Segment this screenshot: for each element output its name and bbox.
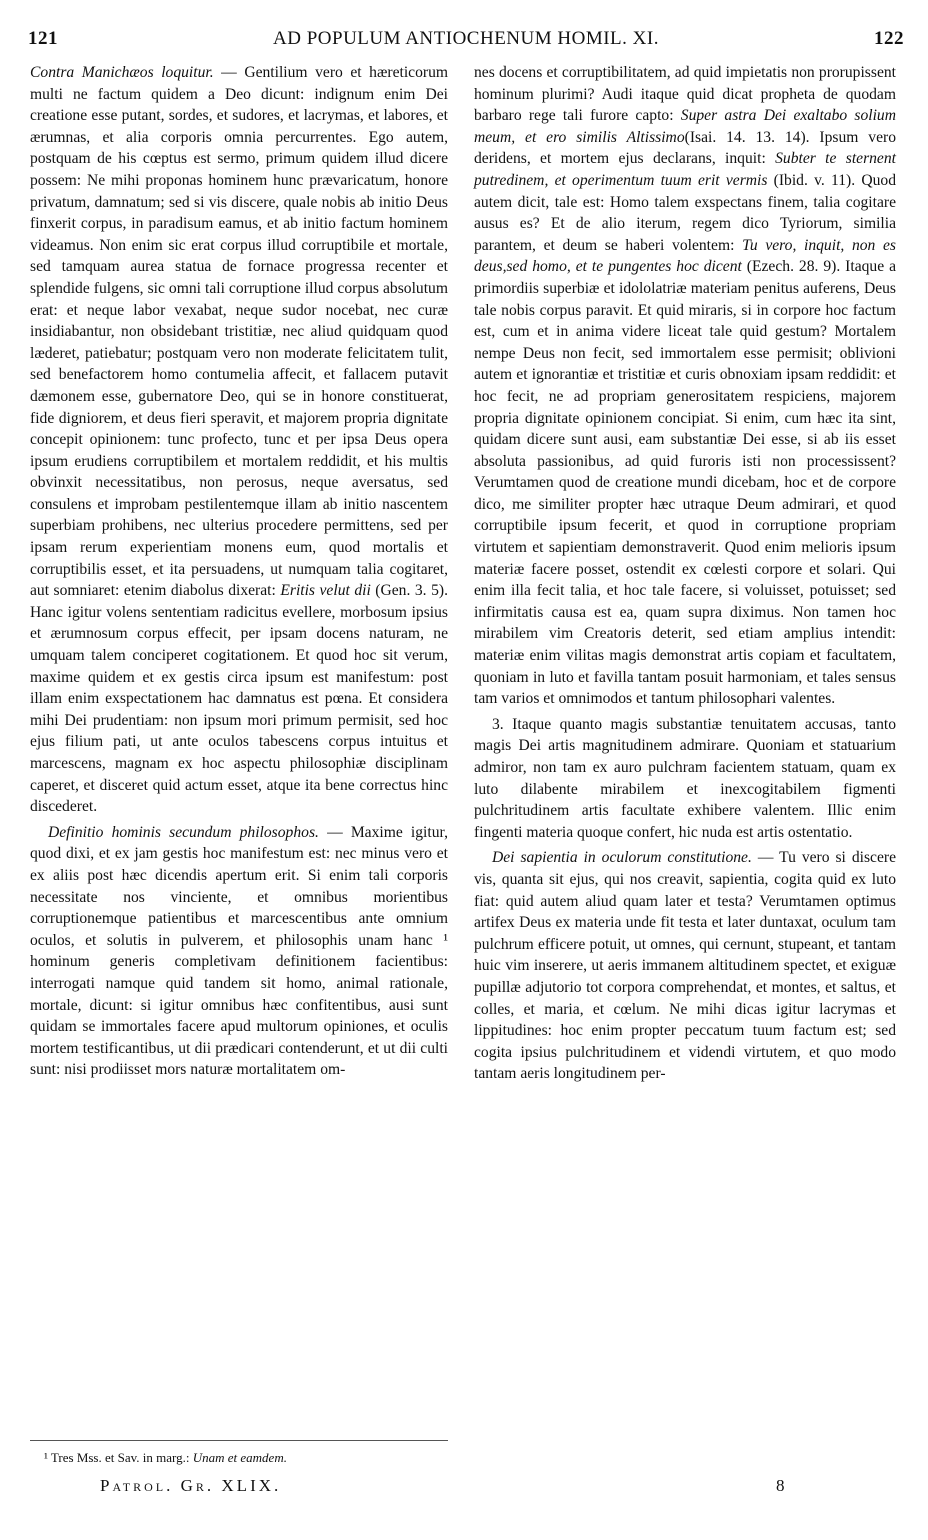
left-column	[30, 62, 448, 1085]
page-header	[28, 28, 904, 54]
paragraph-section-3: 3. Itaque quanto magis substantiæ tenuitatem accusas, tanto magis Dei artis magnitudinem admirare. Quoniam et statuarium admiror, non tam ex auro pulchram facientem statuam, quam ex luto dilabente mirabilem et inexcogitabilem figmenti pulchritudinem artis facultate exhibere valentem. Illic enim fingenti materia quoque confert, hic nuda est artis ostentatio.	[474, 715, 896, 841]
running-title: AD POPULUM ANTIOCHENUM HOMIL. XI.	[273, 28, 659, 49]
scripture-quote: Subter te sternent putredinem, et operimentum tuum erit vermis	[474, 150, 896, 189]
footnote-variant: Unam et eamdem.	[192, 1450, 287, 1465]
paragraph-definitio	[30, 822, 448, 1081]
footnote-mark: ¹	[44, 1450, 48, 1465]
signature-number: 8	[776, 1476, 785, 1495]
paragraph-oculorum	[474, 847, 896, 1085]
paragraph-text: — Gentilium vero et hæreticorum multi ne factum quidem a Deo dicunt: indignum enim Dei creatione esse putant, sordes, et sudores, et lacrymas, et labores, et ærumnas, et alia corporis omnia percurrentes. Ego autem, postquam de his cœptus est sermo, primum quidem illud dicere possem: Ne mihi proponas hominem hunc prævaricatum, honore privatum, damnatum; sed si vis discere, quale nobis ab initio Deus finxerit corpus, in paradisum eamus, et ab initio factum hominem videamus. Non enim sic erat corpus illud corruptibile et mortale, sed tamquam aurea statua de fornace progressa recenter et splendide fulgens, sic omni tali corruptione illud corpus absolutum erat: et neque labor vexabat, neque sudor nocebat, nec curæ insidiabantur, non obsidebant tristitiæ, nec aliud quidquam quod læderet, patiebatur; postquam vero non moderate felicitatem tulit, sed benefactorem homo contumelia affecit, et fallacem putavit dæmonem esse, gubernatore Deo, qui se in honore constituerat, fide digniorem, et deus fieri speravit, et majorem propria dignitate concepit opinionem: tunc profecto, tunc et per ipsa Deus opera ipsum erudiens corruptibilem et mortalem reddidit, et his multis obvinxit necessitatibus, non perosus, neque aversatus, sed consulens et improbam pestilentemque illam ab initio nascentem superbiam prohibens, nec ulterius procedere permittens, sed per ipsam rerum experientiam monens eum, quod mortalis et corruptibilis esset, et ita persuadens, ut numquam talia cogitaret, aut somniaret: etenim diabolus dixerat:	[30, 64, 448, 600]
paragraph-text: . Itaque a primordiis superbiæ et idololatriæ materiam penitus auferens, Deus tale nobis corpus paravit. Et quid miraris, si in corpore hoc factum est, cum et in anima videre liceat tale quid gestum? Mortalem nempe Deus non fecit, sed immortalem esse permisit; oblivioni autem et ignorantiæ et tristitiæ et curis obnoxiam ipsam reddidit: et hoc fecit, ne ad propriam generositatem respiciens, majorem propria dignitate opinionem concipiat. Si enim, cum hæc ita sint, quidam dicere sunt ausi, eam substantiæ Dei esse, si ab iis esset absoluta passionibus, ad quid furoris isti non processissent? Verumtamen quod de creatione mundi dicebam, hoc et de corpore dico, me similiter propter hæc utraque Deum admirari, et quod corruptibile ipsum fecerit, et quod in corruptione propriam virtutem et sapientiam demonstraverit. Quod enim melioris ipsum materiæ facere posset, ostendit ex cœlesti corpore et solari. Qui enim illa fecit talia, et hoc tale facere, si voluisset, potuisset; sed infirmitatis causa est ea, quam supra diximus. Non tamen hoc mirabilem vim Creatoris deterit, sed etiam amplius intendit: materiæ enim vilitas magis demonstrat artis copiam et facultatem, quoniam in luto et favilla tantam posuit harmoniam, et tales sensus tam varios et omnimodos et tantum philosophari valentes.	[474, 258, 897, 708]
paragraph-manichaeos	[30, 62, 448, 818]
paragraph-text: — Tu vero si discere vis, quanta sit ejus, qui nos creavit, sapientia, cogita quid ex luto fiat: quid autem aliud quam later et testa? Verumtamen optimus artifex Deus ex materia unde fit testa et later duntaxat, oculum tam pulchrum efficere potuit, ut omnes, qui cernunt, stupeant, et tantam huic vim inserere, ut aeris immanem altitudinem spectet, et exiguæ pupillæ adjutorio tot corpora comprehendat, et montes, et saltus, et colles, et maria, et cœlum. Ne mihi dicas igitur lacrymas et lippitudines: hoc enim propter peccatum tuum factum est; sed cogita ipsius pulchritudinem et videndi virtutem, et quo modo tantam aeris longitudinem per-	[474, 849, 897, 1083]
paragraph-text: — Maxime igitur, quod dixi, et ex jam gestis hoc manifestum est: nec minus vero et ex aliis post hæc dicendis apertum erit. Si enim tali corporis necessitate nos vinciente, et omnibus morientibus corruptionemque patientibus et marcescentibus ante omnium oculos, et solutis in pulverem, et philosophis unam hanc ¹ hominum generis completivam definitionem facientibus: interrogati namque quid tandem sit homo, animal rationale, mortale, dicunt: si igitur omnibus hæc confitentibus, ausi sunt quidam se immortales facere apud multorum opiniones, et oculis mortem testificantibus, ut dii prædicari contenderunt, et ut dii culti sunt: nisi prodiisset mors naturæ mortalitatem om-	[30, 823, 448, 1079]
scripture-reference: (Isai. 14. 13. 14)	[684, 128, 806, 146]
section-heading: Contra Manichæos loquitur.	[30, 64, 214, 81]
footnote-divider	[30, 1440, 448, 1441]
footnote	[44, 1450, 444, 1466]
page-number-right: 122	[874, 28, 904, 49]
scripture-reference: (Gen. 3. 5)	[370, 582, 445, 600]
paragraph-text: . Quod autem dicit, tale est: Homo talem exspectans finem, talia cogitare ausus es? Et de alio iterum, regem dico Tyriorum, similia parantem, et deum se haberi volentem:	[474, 171, 896, 254]
paragraph-text: . Hanc igitur volens sententiam radicitus evellere, morbosum ipsius et ærumnosum corpus effecit, per ipsam docens naturam, ne umquam talem conciperet cogitationem. Et quod hoc sit verum, maxime quidem et ex gestis circa ipsum est manifestum: post illam enim exspectationem hac damnatus est pœna. Et considera mihi Dei prudentiam: non ipsum mori primum permisit, sed hoc ejus filium pati, ut ante oculos tabescens corpus intuitus et marcescens, magnam ex hoc aspectu philosophiæ disciplinam caperet, et disceret quid actum esset, atque ita bene correctus hinc discederet.	[30, 582, 448, 816]
scripture-reference: (Ezech. 28. 9)	[741, 258, 837, 276]
section-heading: Definitio hominis secundum philosophos.	[48, 823, 319, 841]
paragraph-text: . Ipsum vero deridens, et mortem ejus declarans, inquit:	[474, 128, 896, 168]
scripture-quote: Super astra Dei exaltabo solium meum, et ero similis Altissimo	[474, 107, 896, 146]
scripture-reference: (Ibid. v. 11)	[767, 171, 852, 189]
paragraph-continuation	[474, 62, 896, 710]
scripture-quote: Tu vero, inquit, non es deus,sed homo, et te pungentes hoc dicent	[474, 236, 896, 276]
paragraph-text: nes docens et corruptibilitatem, ad quid impietatis non prorupissent hominum plurimi? Audi itaque quid dicat propheta de quodam barbaro rege tali furore capto:	[474, 64, 896, 125]
footnote-text: Tres Mss. et Sav. in marg.:	[47, 1450, 193, 1465]
signature-mark: Patrol. Gr. XLIX.	[100, 1476, 282, 1495]
page-number-left: 121	[28, 28, 58, 49]
section-heading: Dei sapientia in oculorum constitutione.	[492, 849, 752, 867]
right-column	[474, 62, 896, 1089]
scripture-quote: Eritis velut dii	[280, 582, 371, 600]
